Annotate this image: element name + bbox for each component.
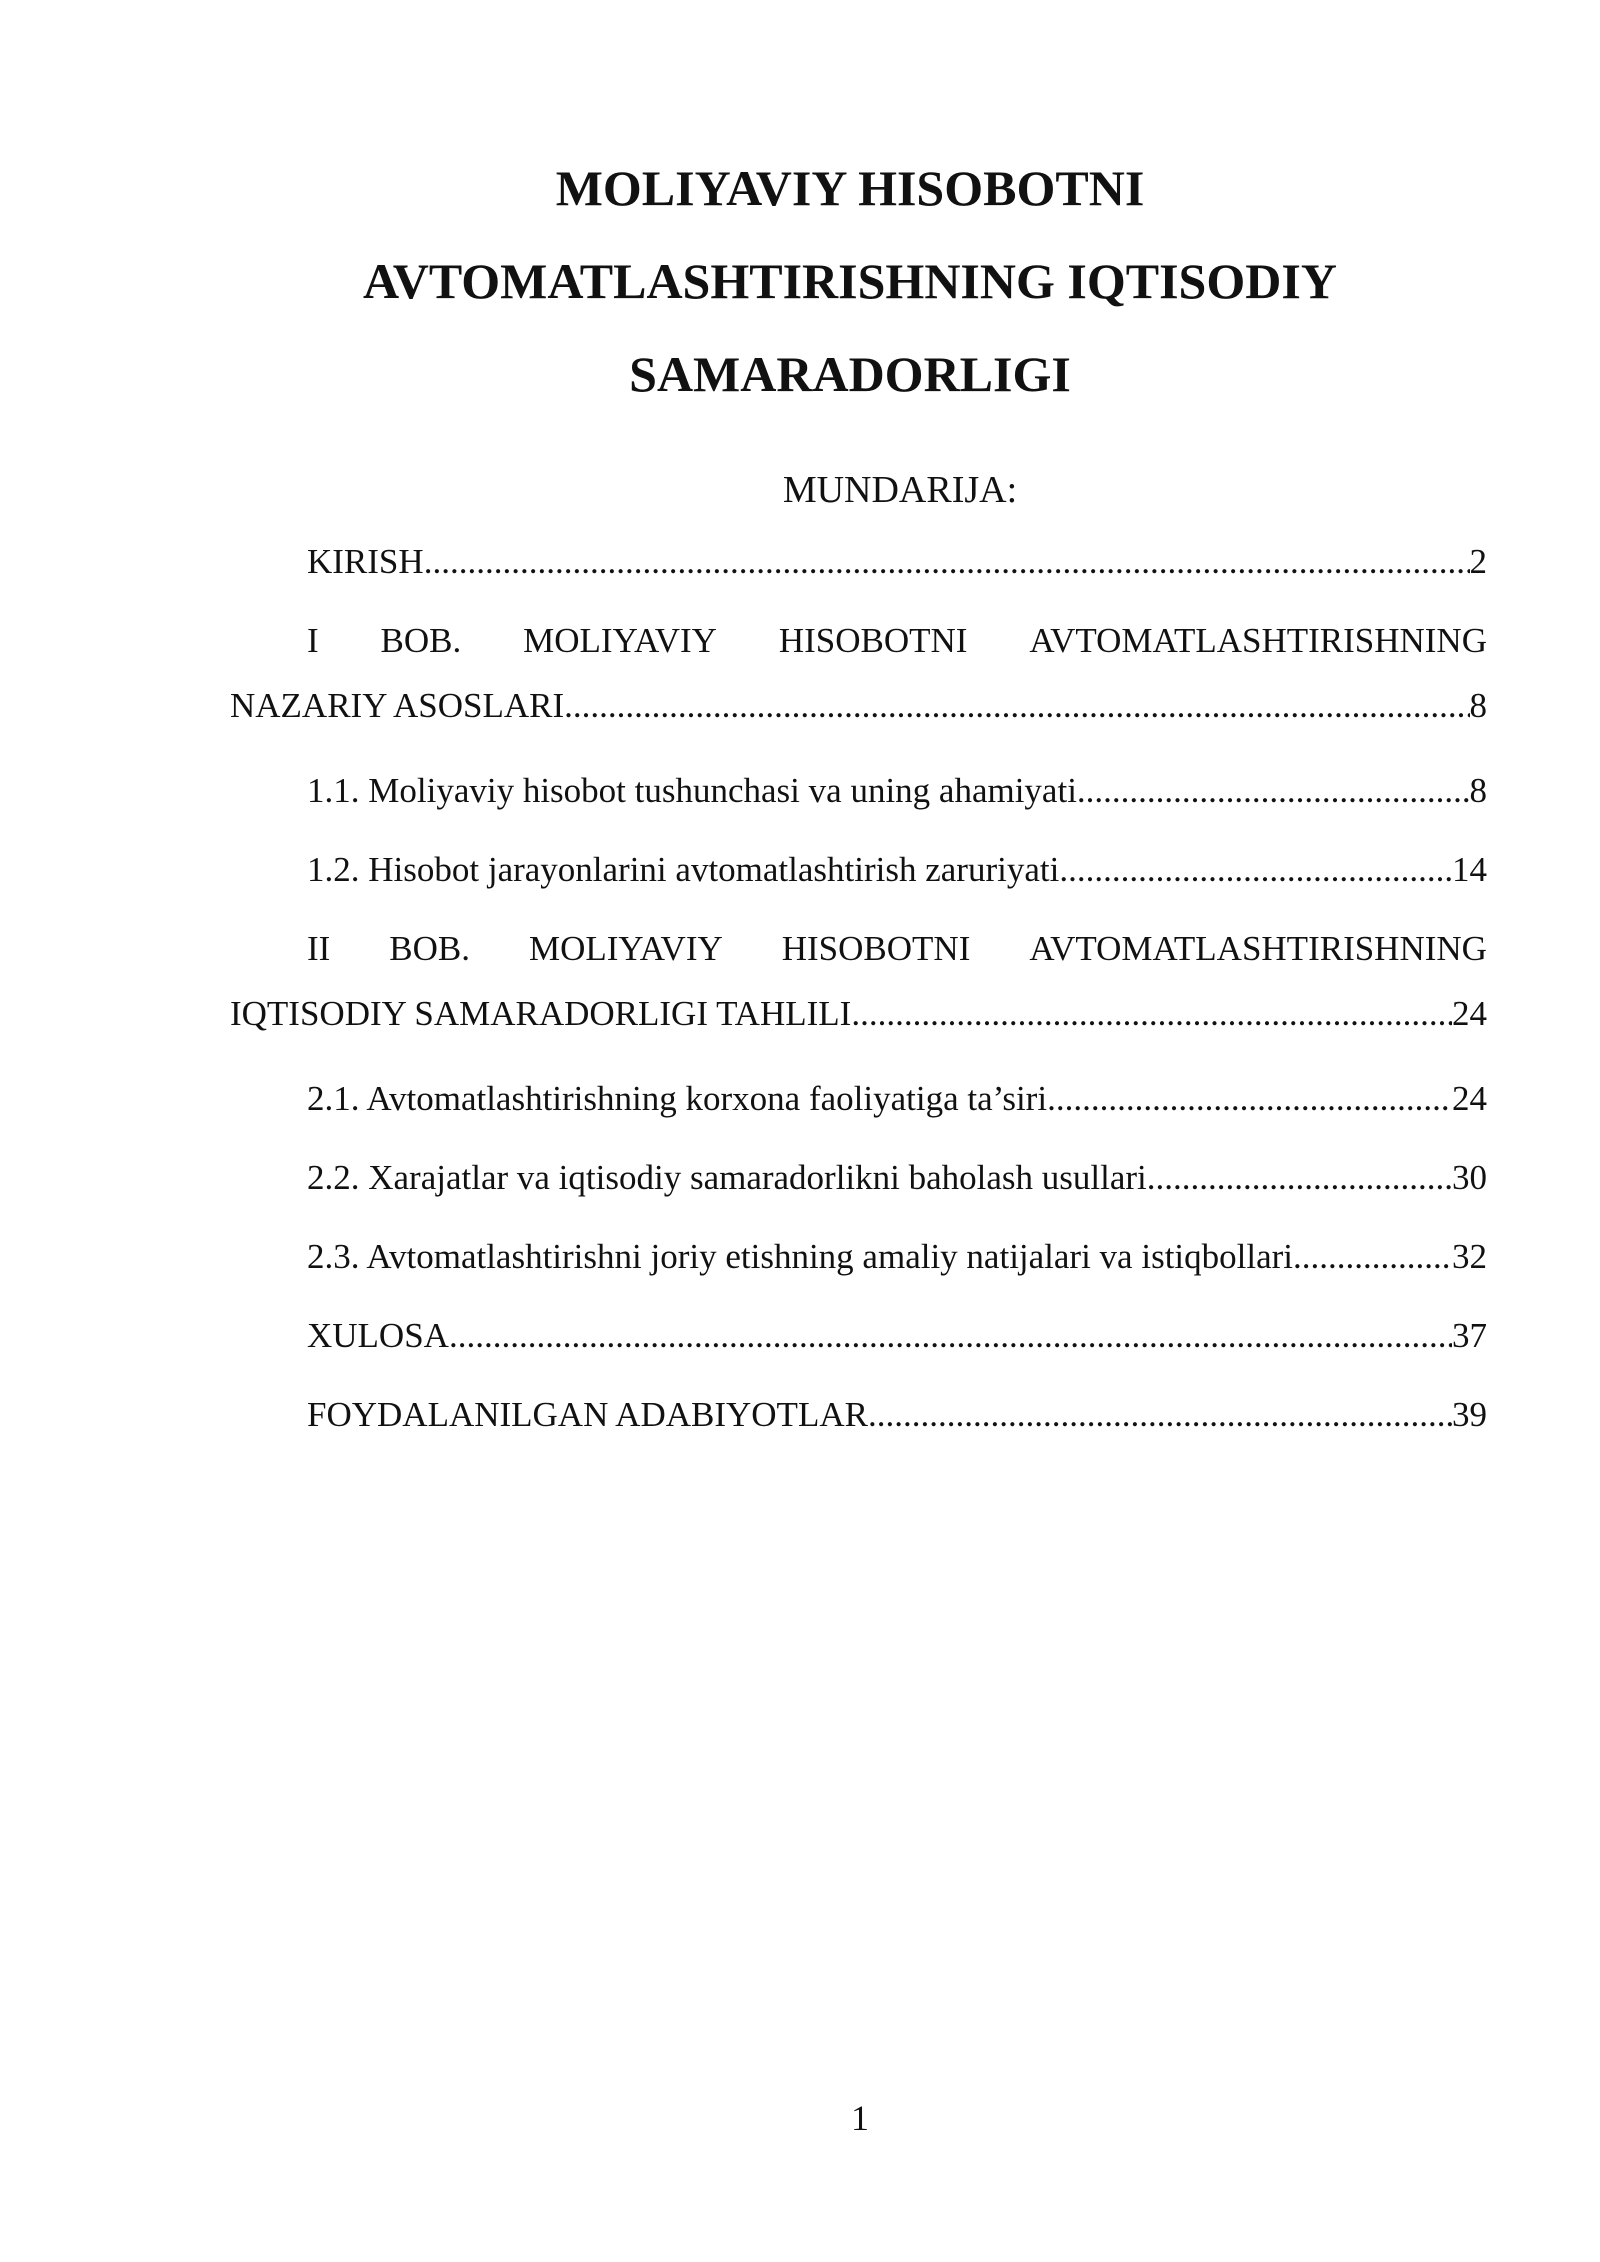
toc-word: AVTOMATLASHTIRISHNING — [1029, 621, 1487, 660]
toc-entry-1-1[interactable] — [230, 766, 1487, 845]
toc-entry-label: KIRISH — [307, 542, 424, 581]
toc-word: BOB. — [380, 621, 462, 660]
title-line: AVTOMATLASHTIRISHNING IQTISODIY — [363, 253, 1337, 309]
leader-dots — [1047, 1074, 1452, 1124]
toc-entry-label-line1 — [230, 616, 1487, 666]
leader-dots — [1059, 845, 1452, 895]
toc-entry-xulosa[interactable] — [230, 1311, 1487, 1390]
toc-entry-adabiyotlar[interactable] — [230, 1390, 1487, 1469]
toc-page-number: 8 — [1469, 686, 1487, 725]
toc-page-number: 8 — [1469, 771, 1487, 810]
toc-word: MOLIYAVIY — [523, 621, 717, 660]
toc-entry-chapter-1[interactable] — [230, 616, 1487, 766]
toc-entry-label: XULOSA — [307, 1316, 449, 1355]
toc-entry-2-3[interactable] — [230, 1232, 1487, 1311]
toc-entry-label: FOYDALANILGAN ADABIYOTLAR — [307, 1395, 868, 1434]
toc-page-number: 37 — [1452, 1316, 1487, 1355]
toc-word: MOLIYAVIY — [528, 929, 723, 968]
title-line: SAMARADORLIGI — [629, 346, 1071, 402]
toc-entry-chapter-2[interactable] — [230, 924, 1487, 1074]
leader-dots — [1147, 1153, 1452, 1203]
toc-word: AVTOMATLASHTIRISHNING — [1029, 929, 1487, 968]
toc-heading: MUNDARIJA: — [782, 469, 1018, 511]
toc-page-number: 14 — [1452, 850, 1487, 889]
toc-page-number: 2 — [1469, 542, 1487, 581]
toc-word: HISOBOTNI — [778, 621, 968, 660]
toc-word: BOB. — [389, 929, 470, 968]
title-line: MOLIYAVIY HISOBOTNI — [555, 160, 1145, 216]
toc-word: II — [307, 929, 331, 968]
leader-dots — [564, 681, 1469, 731]
leader-dots — [449, 1311, 1452, 1361]
toc-entry-kirish[interactable] — [230, 537, 1487, 616]
toc-page-number: 30 — [1452, 1158, 1487, 1197]
leader-dots — [1077, 766, 1470, 816]
toc-page-number: 24 — [1452, 994, 1487, 1033]
toc-entry-label-line2: IQTISODIY SAMARADORLIGI TAHLILI — [230, 994, 852, 1033]
leader-dots — [1293, 1232, 1452, 1282]
document-title — [300, 142, 1400, 421]
toc-entry-2-2[interactable] — [230, 1153, 1487, 1232]
toc-entry-label: 2.1. Avtomatlashtirishning korxona faoliyatiga ta’siri — [307, 1079, 1048, 1118]
toc-entry-label: 1.1. Moliyaviy hisobot tushunchasi va uning ahamiyati — [307, 771, 1077, 810]
toc-entry-label: 2.2. Xarajatlar va iqtisodiy samaradorlikni baholash usullari — [307, 1158, 1147, 1197]
toc-entry-label: 2.3. Avtomatlashtirishni joriy etishning amaliy natijalari va istiqbollari — [307, 1237, 1293, 1276]
leader-dots — [851, 989, 1452, 1039]
toc-entry-label: 1.2. Hisobot jarayonlarini avtomatlashtirish zaruriyati — [307, 850, 1060, 889]
page-number: 1 — [851, 2098, 869, 2138]
toc-entry-label-line1 — [230, 924, 1487, 974]
toc-word: HISOBOTNI — [781, 929, 971, 968]
toc-page-number: 24 — [1452, 1079, 1487, 1118]
leader-dots — [424, 537, 1470, 587]
toc-entry-2-1[interactable] — [230, 1074, 1487, 1153]
table-of-contents — [230, 537, 1487, 1469]
toc-entry-label-line2: NAZARIY ASOSLARI — [230, 686, 565, 725]
toc-page-number: 39 — [1452, 1395, 1487, 1434]
toc-entry-1-2[interactable] — [230, 845, 1487, 924]
leader-dots — [868, 1390, 1452, 1440]
toc-page-number: 32 — [1452, 1237, 1487, 1276]
toc-word: I — [307, 621, 319, 660]
